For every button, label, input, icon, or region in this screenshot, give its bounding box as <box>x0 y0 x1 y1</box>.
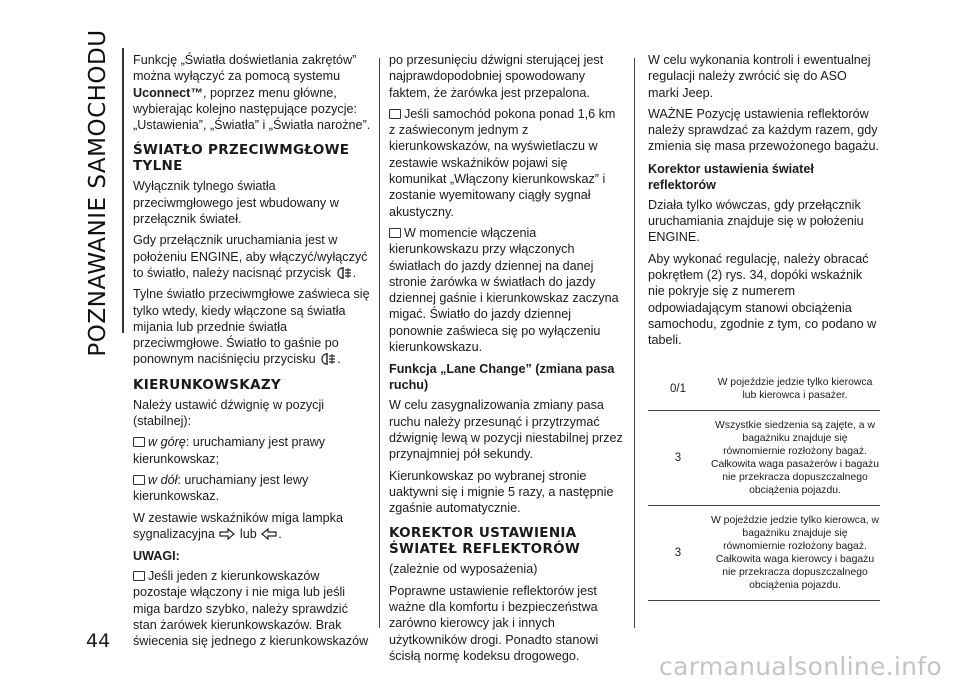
paragraph: W celu wykonania kontroli i ewentualnej regulacji należy zwrócić się do ASO marki Jeep. <box>648 53 871 100</box>
column-3 <box>648 52 880 601</box>
table-row <box>648 411 880 506</box>
left-arrow-icon <box>260 527 278 541</box>
page-number: 44 <box>86 630 111 652</box>
paragraph: W celu zasygnalizowania zmiany pasa ruchu należy przesunąć i przytrzymać dźwignię lewą w pozycji niestabilnej przez przynajmniej pół sekundy. <box>389 398 623 462</box>
paragraph: Tylne światło przeciwmgłowe zaświeca się tylko wtedy, kiedy włączone są światła mijania lub przednie światła przeciwmgłowe. Światło to gaśnie po ponownym naciśnięciu przycisku . <box>133 287 370 367</box>
paragraph: WAŻNE Pozycję ustawienia reflektorów należy sprawdzać za każdym razem, gdy zmienia się masa przewożonego bagażu. <box>648 106 880 154</box>
watermark: carmanualsonline.info <box>659 652 942 681</box>
heading-lane-change: Funkcja „Lane Change” (zmiana pasa ruchu) <box>389 362 615 393</box>
list-item: Jeśli samochód pokona ponad 1,6 km z zaświeconym jednym z kierunkowskazów, na wyświetlaczu w zestawie wskaźników pojawi się komunikat „Włączony kierunkowskaz” i zostanie wyemitowany ciągły sygnał akustyczny. <box>389 106 616 219</box>
table-cell: 3 <box>648 411 708 506</box>
column-separator <box>379 58 380 628</box>
bullet-icon <box>133 571 145 581</box>
paragraph: Działa tylko wówczas, gdy przełącznik uruchamiania znajduje się w położeniu ENGINE. <box>648 197 864 245</box>
column-1 <box>133 52 373 655</box>
paragraph: po przesunięciu dźwigni sterującej jest najprawdopodobniej spowodowany faktem, że żarówka jest przepalona. <box>389 53 604 100</box>
paragraph: Aby wykonać regulację, należy obracać pokrętłem (2) rys. 34, dopóki wskaźnik nie pokryje się z numerem odpowiadającym stanowi obciążenia samochodu, zgodnie z tym, co podano w tabeli. <box>648 251 877 348</box>
paragraph: W zestawie wskaźników miga lampka sygnalizacyjna lub . <box>133 510 343 541</box>
rear-fog-light-icon <box>335 266 353 280</box>
bullet-icon <box>389 228 401 238</box>
paragraph: Należy ustawić dźwignię w pozycji (stabilnej): <box>133 397 325 429</box>
column-separator <box>634 58 635 628</box>
table-cell: 3 <box>648 506 708 601</box>
paragraph: Poprawne ustawienie reflektorów jest ważne dla komfortu i bezpieczeństwa zarówno kierowcy jak i innych użytkowników drogi. Ponadto stanowi ścisłą normę kodeksu drogowego. <box>389 583 599 663</box>
heading-rear-fog-light: ŚWIATŁO PRZECIWMGŁOWE TYLNE <box>133 142 350 175</box>
paragraph: Wyłącznik tylnego światła przeciwmgłowego jest wbudowany w przełącznik świateł. <box>133 179 339 227</box>
bullet-icon <box>133 475 145 485</box>
list-item: W momencie włączenia kierunkowskazu przy włączonych światłach do jazdy dziennej na danej stronie żarówka w światłach do jazdy dziennej gaśnie i kierunkowskaz zaczyna migać. Światło do jazdy dziennej ponownie zaświeca się po wyłączeniu kierunkowskazu. <box>389 225 619 355</box>
table-cell: W pojeździe jedzie tylko kierowca lub kierowca i pasażer. <box>708 368 880 411</box>
bullet-icon <box>133 437 145 447</box>
bullet-icon <box>389 109 401 119</box>
load-position-table <box>648 368 880 601</box>
rear-fog-light-icon <box>319 352 337 366</box>
paragraph: Gdy przełącznik uruchamiania jest w położeniu ENGINE, aby włączyć/wyłączyć to światło, należy nacisnąć przycisk . <box>133 233 368 280</box>
table-row <box>648 368 880 411</box>
table-row <box>648 506 880 601</box>
column-2 <box>389 52 624 669</box>
heading-headlight-leveling: KOREKTOR USTAWIENIA ŚWIATEŁ REFLEKTORÓW <box>389 525 581 558</box>
heading-indicators: KIERUNKOWSKAZY <box>133 376 281 393</box>
right-arrow-icon <box>218 527 236 541</box>
list-item: w górę: uruchamiany jest prawy kierunkowskaz; <box>133 435 326 466</box>
paragraph: (zależnie od wyposażenia) <box>389 562 538 577</box>
paragraph: Funkcję „Światła doświetlania zakrętów” można wyłączyć za pomocą systemu Uconnect™, poprzez menu główne, wybierając kolejno następujące pozycje: „Ustawienia”, „Światła” i „Światła narożne”. <box>133 53 371 133</box>
list-item: w dół: uruchamiany jest lewy kierunkowskaz. <box>133 472 309 504</box>
paragraph: Kierunkowskaz po wybranej stronie uaktywni się i mignie 5 razy, a następnie zgaśnie automatycznie. <box>389 468 614 516</box>
list-item: Jeśli jeden z kierunkowskazów pozostaje włączony i nie miga lub jeśli miga bardzo szybko, należy sprawdzić stan żarówek kierunkowskazów. Brak świecenia się jednego z kierunkowskazów <box>133 569 369 649</box>
table-cell: Wszystkie siedzenia są zajęte, a w bagażniku znajduje się równomiernie rozłożony bagaż. Całkowita waga pasażerów i bagażu nie przekracza dopuszczalnego obciążenia pojazdu. <box>708 411 880 506</box>
table-cell: 0/1 <box>648 368 708 411</box>
heading-headlight-adjuster: Korektor ustawienia świateł reflektorów <box>648 161 814 192</box>
table-cell: W pojeździe jedzie tylko kierowca, w bagażniku znajduje się równomiernie rozłożony bagaż. Całkowita waga kierowcy i bagażu nie przekracza dopuszczalnego obciążenia pojazdu. <box>708 506 880 601</box>
heading-notes: UWAGI: <box>133 549 180 564</box>
section-title: POZNAWANIE SAMOCHODU <box>85 29 111 357</box>
section-divider-line <box>122 48 124 333</box>
